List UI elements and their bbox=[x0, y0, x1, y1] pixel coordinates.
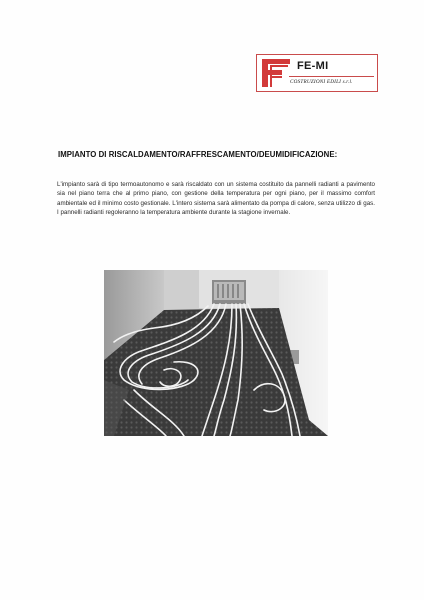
fe-mi-logo-mark bbox=[260, 57, 292, 89]
section-paragraph: L'impianto sarà di tipo termoautonomo e sarà riscaldato con un sistema costituito da pannelli radianti a pavimento sia nel piano terra che al primo piano, con gestione della temperatura per ogni piano, per il massimo comfort ambientale ed il minimo costo gestionale. L'intero sistema sarà alimentato da pompa di calore, senza utilizzo di gas. I pannelli radianti regoleranno la temperatura ambiente durante la stagione invernale. bbox=[57, 181, 375, 217]
radiant-floor-heating-pipes-photo bbox=[104, 270, 328, 436]
logo-subtitle: COSTRUZIONI EDILI s.r.l. bbox=[290, 79, 353, 85]
logo-divider bbox=[289, 76, 374, 77]
section-title: IMPIANTO DI RISCALDAMENTO/RAFFRESCAMENTO/DEUMIDIFICAZIONE: bbox=[58, 150, 338, 159]
logo-company-name: FE-MI bbox=[297, 60, 329, 72]
company-logo bbox=[256, 54, 378, 92]
